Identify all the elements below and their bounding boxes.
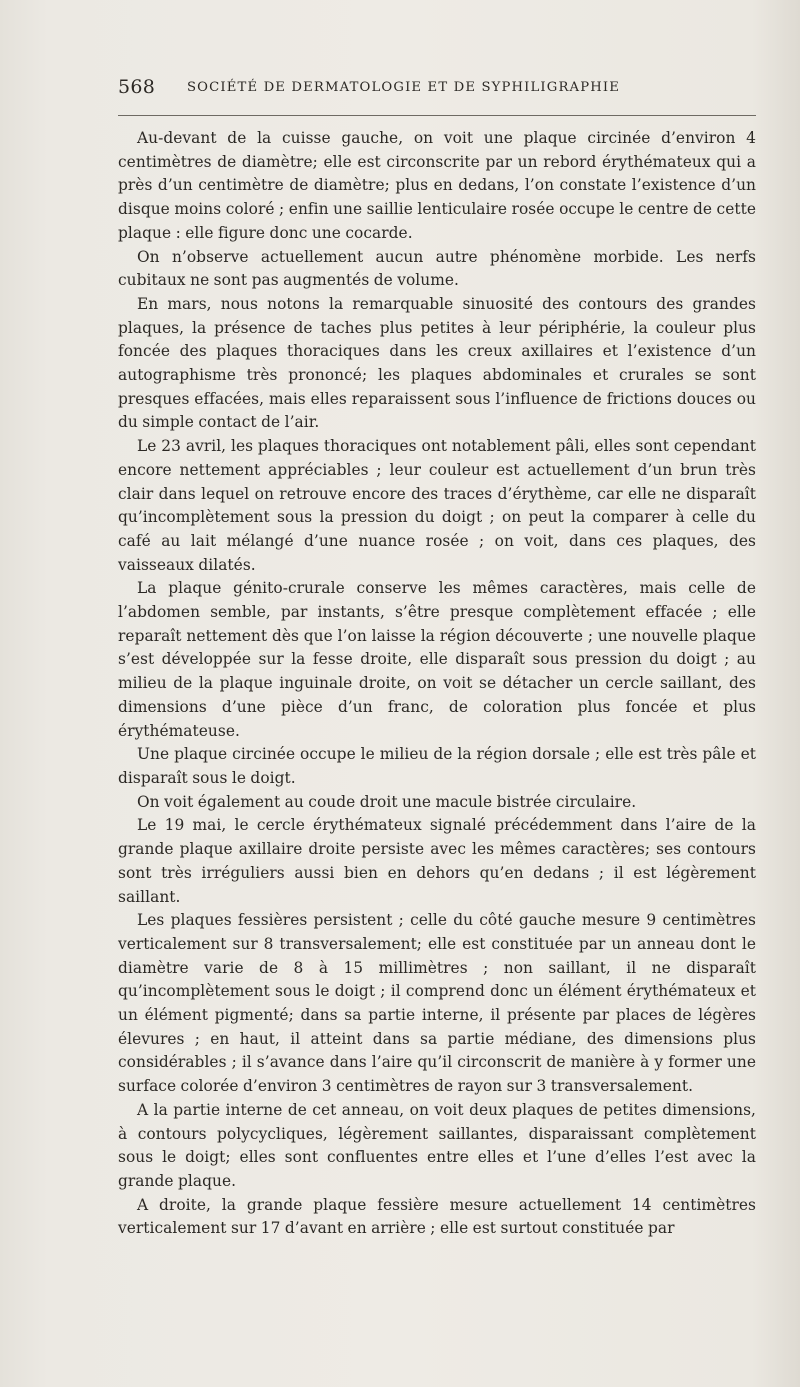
- paragraph: Le 19 mai, le cercle érythémateux signalé précédemment dans l’aire de la grande plaque axillaire droite persiste avec les mêmes caractères; ses contours sont très irréguliers aussi bien en dehors qu’en dedans ; il est légèrement saillant.: [118, 816, 756, 906]
- paragraph: Les plaques fessières persistent ; celle du côté gauche mesure 9 centimètres verticalement sur 8 transversalement; elle est constituée par un anneau dont le diamètre varie de 8 à 15 millimètres ; non saillant, il ne disparaît qu’incomplètement sous le doigt ; il comprend donc un élément érythémateux et un élément pigmenté; dans sa partie interne, il présente par places de légères élevures ; en haut, il atteint dans sa partie médiane, des dimensions plus considérables ; il s’avance dans l’aire qu’il circonscrit de manière à y former une surface colorée d’environ 3 centimètres de rayon sur 3 transversalement.: [118, 911, 756, 1096]
- paragraph: En mars, nous notons la remarquable sinuosité des contours des grandes plaques, la présence de taches plus petites à leur périphérie, la couleur plus foncée des plaques thoraciques dans les creux axillaires et l’existence d’un autographisme très prononcé; les plaques abdominales et crurales se sont presques effacées, mais elles reparaissent sous l’influence de frictions douces ou du simple contact de l’air.: [118, 294, 756, 432]
- body-text: [118, 127, 756, 1241]
- paragraph: Le 23 avril, les plaques thoraciques ont notablement pâli, elles sont cependant encore nettement appréciables ; leur couleur est actuellement d’un brun très clair dans lequel on retrouve encore des traces d’érythème, car elle ne disparaît qu’incomplètement sous la pression du doigt ; on peut la comparer à celle du café au lait mélangé d’une nuance rosée ; on voit, dans ces plaques, des vaisseaux dilatés.: [118, 437, 756, 574]
- header-rule: [118, 115, 756, 116]
- page-number: 568: [118, 76, 156, 98]
- paragraph: Au-devant de la cuisse gauche, on voit une plaque circinée d’environ 4 centimètres de diamètre; elle est circonscrite par un rebord érythémateux qui a près d’un centimètre de diamètre; plus en dedans, l’on constate l’existence d’un disque moins coloré ; enfin une saillie lenticulaire rosée occupe le centre de cette plaque : elle figure donc une cocarde.: [118, 129, 756, 242]
- paragraph: Une plaque circinée occupe le milieu de la région dorsale ; elle est très pâle et disparaît sous le doigt.: [118, 745, 756, 787]
- paragraph: A droite, la grande plaque fessière mesure actuellement 14 centimètres verticalement sur 17 d’avant en arrière ; elle est surtout constituée par: [118, 1195, 756, 1238]
- paragraph: A la partie interne de cet anneau, on voit deux plaques de petites dimensions, à contours polycycliques, légèrement saillantes, disparaissant complètement sous le doigt; elles sont confluentes entre elles et l’une d’elles l’est avec la grande plaque.: [118, 1100, 756, 1190]
- paragraph: On n’observe actuellement aucun autre phénomène morbide. Les nerfs cubitaux ne sont pas augmentés de volume.: [118, 247, 756, 290]
- paragraph: On voit également au coude droit une macule bistrée circulaire.: [137, 792, 637, 811]
- paragraph: La plaque génito-crurale conserve les mêmes caractères, mais celle de l’abdomen semble, par instants, s’être presque complètement effacée ; elle reparaît nettement dès que l’on laisse la région découverte ; une nouvelle plaque s’est développée sur la fesse droite, elle disparaît sous pression du doigt ; au milieu de la plaque inguinale droite, on voit se détacher un cercle saillant, des dimensions d’une pièce d’un franc, de coloration plus foncée et plus érythémateuse.: [118, 579, 756, 740]
- running-head: SOCIÉTÉ DE DERMATOLOGIE ET DE SYPHILIGRAPHIE: [187, 80, 621, 95]
- page-header: [118, 76, 758, 100]
